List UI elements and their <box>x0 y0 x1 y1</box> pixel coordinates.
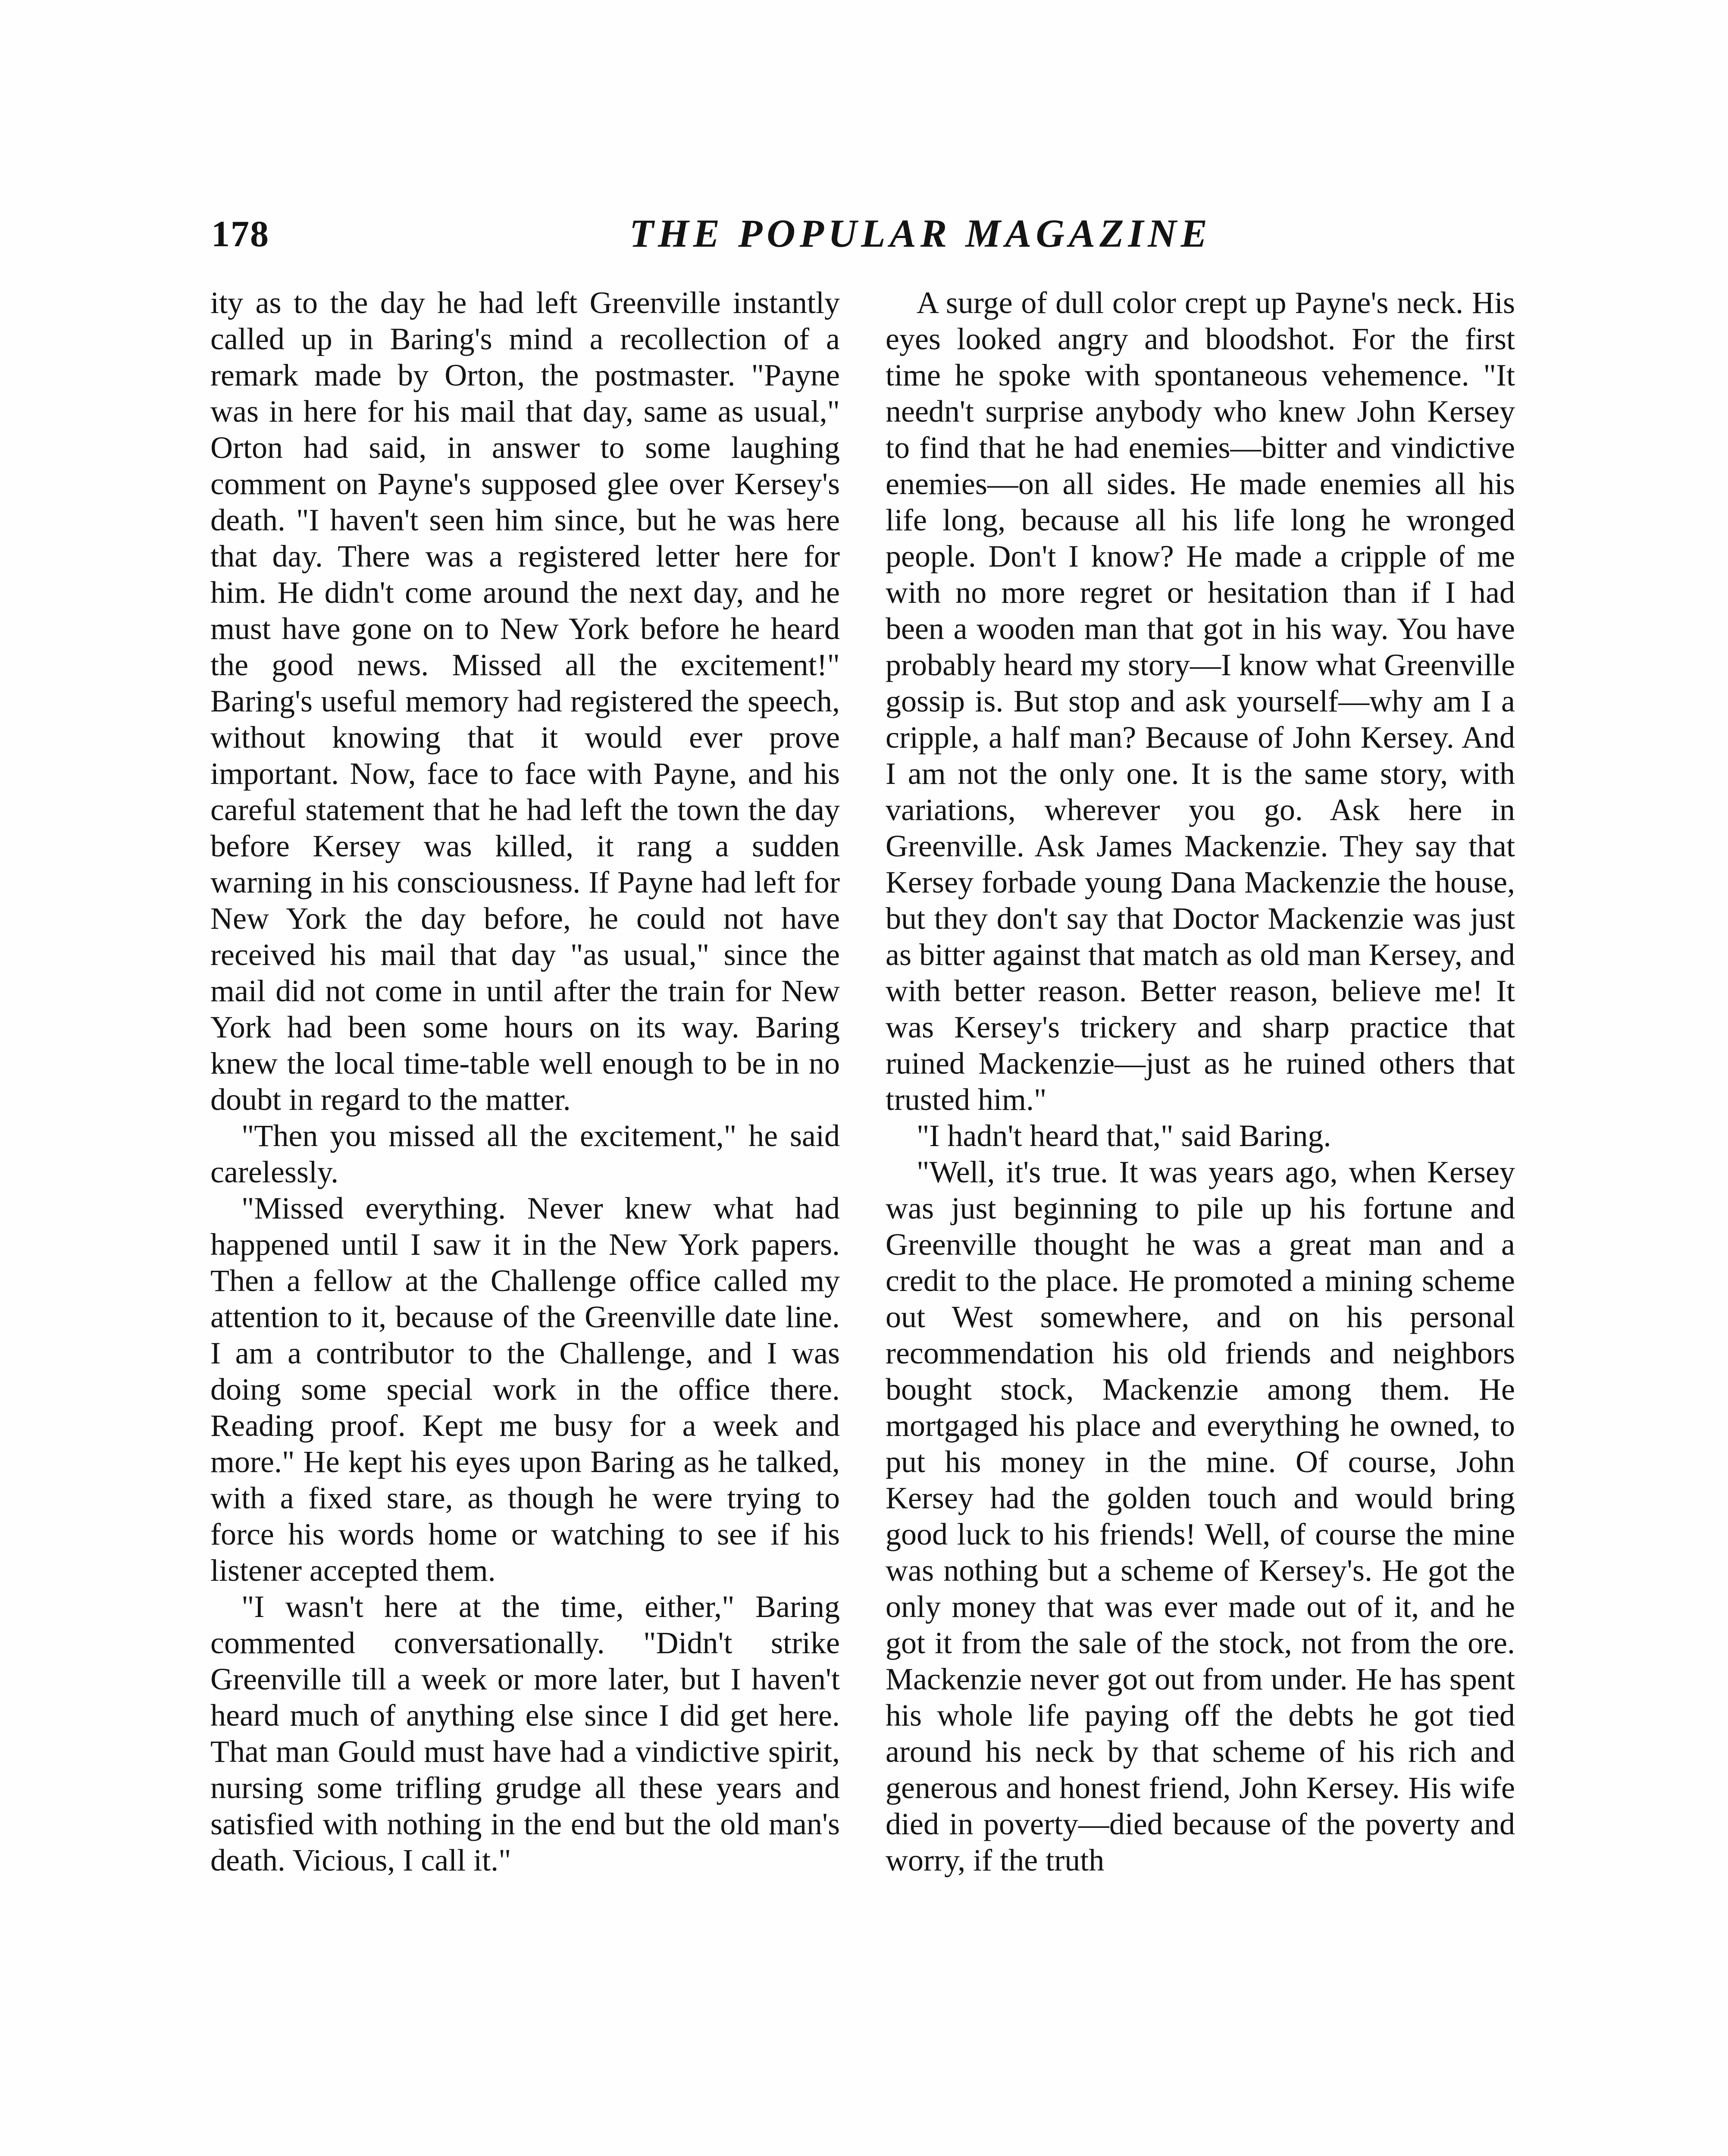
page-number: 178 <box>211 213 269 254</box>
paragraph: "I wasn't here at the time, either," Baring commented conversationally. "Didn't strike Greenville till a week or more later, but I haven't heard much of anything else since I did get here. That man Gould must have had a vindictive spirit, nursing some trifling grudge all these years and satisfied with nothing in the end but the old man's death. Vicious, I call it." <box>210 1589 840 1877</box>
paragraph: "I hadn't heard that," said Baring. <box>917 1119 1331 1153</box>
paragraph: A surge of dull color crept up Payne's neck. His eyes looked angry and bloodshot. For the first time he spoke with spontaneous vehemence. "It needn't surprise anybody who knew John Kersey to find that he had enemies—bitter and vindictive enemies—on all sides. He made enemies all his life long, because all his life long he wronged people. Don't I know? He made a cripple of me with no more regret or hesitation than if I had been a wooden man that got in his way. You have probably heard my story—I know what Greenville gossip is. But stop and ask yourself—why am I a cripple, a half man? Because of John Kersey. And I am not the only one. It is the same story, with variations, wherever you go. Ask here in Greenville. Ask James Mackenzie. They say that Kersey forbade young Dana Mackenzie the house, but they don't say that Doctor Mackenzie was just as bitter against that match as old man Kersey, and with better reason. Better reason, believe me! It was Kersey's trickery and sharp practice that ruined Mackenzie—just as he ruined others that trusted him." <box>886 285 1515 1117</box>
page-header <box>211 204 1531 264</box>
paragraph: "Missed everything. Never knew what had happened until I saw it in the New York papers. Then a fellow at the Challenge office called my attention to it, because of the Greenville date line. I am a contributor to the Challenge, and I was doing some special work in the office there. Reading proof. Kept me busy for a week and more." He kept his eyes upon Baring as he talked, with a fixed stare, as though he were trying to force his words home or watching to see if his listener accepted them. <box>210 1191 840 1588</box>
running-title: THE POPULAR MAGAZINE <box>629 211 1212 255</box>
right-column <box>886 285 1515 1878</box>
paragraph: ity as to the day he had left Greenville instantly called up in Baring's mind a recollection of a remark made by Orton, the postmaster. "Payne was in here for his mail that day, same as usual," Orton had said, in answer to some laughing comment on Payne's supposed glee over Kersey's death. "I haven't seen him since, but he was here that day. There was a registered letter here for him. He didn't come around the next day, and he must have gone on to New York before he heard the good news. Missed all the excitement!" Baring's useful memory had registered the speech, without knowing that it would ever prove important. Now, face to face with Payne, and his careful statement that he had left the town the day before Kersey was killed, it rang a sudden warning in his consciousness. If Payne had left for New York the day before, he could not have received his mail that day "as usual," since the mail did not come in until after the train for New York had been some hours on its way. Baring knew the local time-table well enough to be in no doubt in regard to the matter. <box>210 285 840 1117</box>
left-column <box>210 285 840 1878</box>
paragraph: "Then you missed all the excitement," he said carelessly. <box>210 1119 840 1189</box>
paragraph: "Well, it's true. It was years ago, when Kersey was just beginning to pile up his fortune and Greenville thought he was a great man and a credit to the place. He promoted a mining scheme out West somewhere, and on his personal recommendation his old friends and neighbors bought stock, Mackenzie among them. He mortgaged his place and everything he owned, to put his money in the mine. Of course, John Kersey had the golden touch and would bring good luck to his friends! Well, of course the mine was nothing but a scheme of Kersey's. He got the only money that was ever made out of it, and he got it from the sale of the stock, not from the ore. Mackenzie never got out from under. He has spent his whole life paying off the debts he got tied around his neck by that scheme of his rich and generous and honest friend, John Kersey. His wife died in poverty—died because of the poverty and worry, if the truth <box>886 1155 1515 1877</box>
